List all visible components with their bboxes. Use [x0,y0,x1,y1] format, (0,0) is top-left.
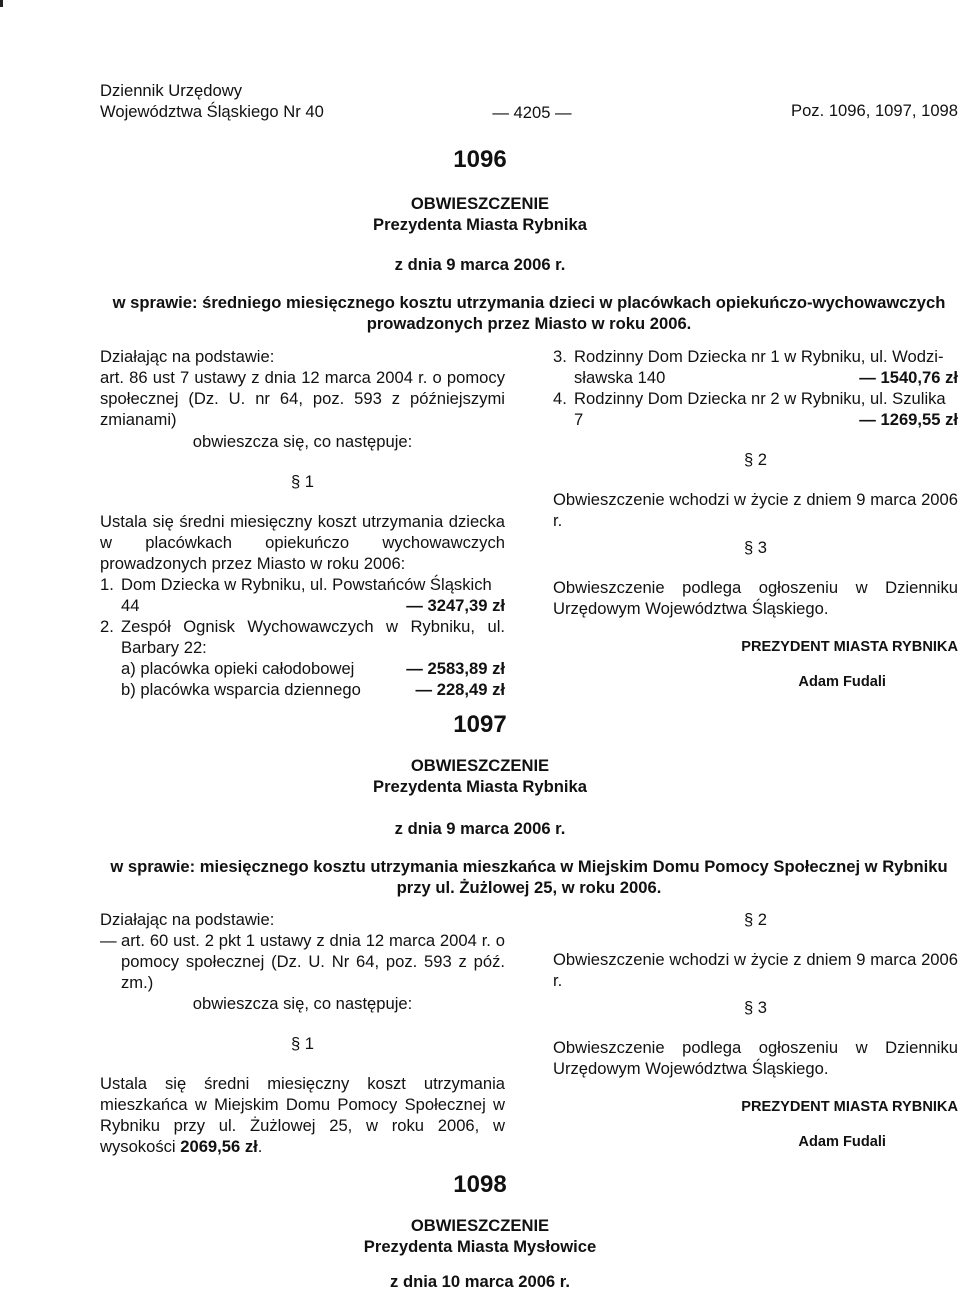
item-amount-row [553,409,958,430]
date-1096: z dnia 9 marca 2006 r. [394,255,566,274]
page-corner-mark [0,0,3,7]
date-1098: z dnia 10 marca 2006 r. [390,1272,570,1291]
paragraph-1-heading: § 1 [290,1034,315,1053]
left-column-1096 [100,346,505,700]
subject-line-1: w sprawie: średniego miesięcznego kosztu utrzymania dzieci w placówkach opiekuńczo-wychowawczych [112,293,946,312]
journal-name-line1: Dziennik Urzędowy [100,81,243,100]
section-number-1097: 1097 [453,711,507,738]
legal-basis-text: art. 60 ust. 2 pkt 1 ustawy z dnia 12 marca 2004 r. o pomocy społecznej (Dz. U. Nr 64, poz. 593 z póź. zm.) [121,931,505,992]
list-item [100,574,505,595]
item-amount-row [100,658,505,679]
item-amount: — 1269,55 zł [859,410,958,429]
item-text-cont: 7 [574,410,584,429]
announces-phrase: obwieszcza się, co następuje: [192,994,413,1013]
item-amount-row [100,679,505,700]
subject-line-1: w sprawie: miesięcznego kosztu utrzymania mieszkańca w Miejskim Domu Pomocy Społecznej w Rybniku [110,857,948,876]
paragraph-1-body: Ustala się średni miesięczny koszt utrzymania mieszkańca w Miejskim Domu Pomocy Społecznej w Rybniku przy ul. Żużlowej 25, w roku 2006, w wysokości [100,1074,505,1156]
subject-1097 [100,856,958,898]
item-text: Dom Dziecka w Rybniku, ul. Powstańców Śląskich [121,575,492,594]
announcement-type-1098: OBWIESZCZENIE [410,1216,550,1235]
date-1097: z dnia 9 marca 2006 r. [394,819,566,838]
paragraph-2-text: Obwieszczenie wchodzi w życie z dniem 9 marca 2006 r. [553,490,958,530]
right-column-1096 [553,346,958,693]
item-text: Zespół Ognisk Wychowawczych w Rybniku, ul. Barbary 22: [121,617,505,657]
announcement-type-1096: OBWIESZCZENIE [410,194,550,213]
subject-line-2: przy ul. Żużlowej 25, w roku 2006. [396,878,662,897]
announces-phrase: obwieszcza się, co następuje: [192,432,413,451]
item-amount: — 1540,76 zł [859,368,958,387]
item-text: Rodzinny Dom Dziecka nr 2 w Rybniku, ul. Szulika [574,389,946,408]
paragraph-3-heading: § 3 [743,998,768,1017]
left-column-1097 [100,909,505,1157]
section-number-1098: 1098 [453,1171,507,1198]
item-amount: — 2583,89 zł [406,659,505,678]
issuer-1097: Prezydenta Miasta Rybnika [373,777,587,796]
subject-line-2: prowadzonych przez Miasto w roku 2006. [366,314,692,333]
page-number: — 4205 — [492,103,572,122]
legal-basis-intro: Działając na podstawie: [100,347,275,366]
paragraph-1-end: . [257,1137,263,1156]
item-amount-row [100,595,505,616]
item-amount: — 3247,39 zł [406,596,505,615]
item-text: a) placówka opieki całodobowej [121,659,355,678]
item-number: 1. [100,575,114,594]
item-amount-row [553,367,958,388]
item-text-cont: sławska 140 [574,368,666,387]
item-number: 3. [553,347,567,366]
list-item [553,346,958,367]
journal-header [100,80,324,122]
announcement-type-1097: OBWIESZCZENIE [410,756,550,775]
item-number: 4. [553,389,567,408]
list-item [100,616,505,658]
signer-name: Adam Fudali [798,674,886,690]
item-number: 2. [100,617,114,636]
legal-basis-intro: Działając na podstawie: [100,910,275,929]
right-column-1097 [553,909,958,1153]
section-number-1096: 1096 [453,146,507,173]
issuer-1096: Prezydenta Miasta Rybnika [373,215,587,234]
position-numbers: Poz. 1096, 1097, 1098 [791,101,958,120]
item-text: b) placówka wsparcia dziennego [121,680,361,699]
paragraph-3-text: Obwieszczenie podlega ogłoszeniu w Dzienniku Urzędowym Województwa Śląskiego. [553,1038,958,1078]
dash-bullet: — [100,931,117,950]
list-item [553,388,958,409]
signer-name: Adam Fudali [798,1134,886,1150]
subject-1096 [100,292,958,334]
legal-basis-text: art. 86 ust 7 ustawy z dnia 12 marca 2004 r. o pomocy społecznej (Dz. U. nr 64, poz. 593 z późniejszymi zmianami) [100,368,505,429]
item-text: Rodzinny Dom Dziecka nr 1 w Rybniku, ul. Wodzi- [574,347,944,366]
paragraph-3-heading: § 3 [743,538,768,557]
paragraph-2-heading: § 2 [743,910,768,929]
paragraph-3-text: Obwieszczenie podlega ogłoszeniu w Dzienniku Urzędowym Województwa Śląskiego. [553,578,958,618]
signer-title: PREZYDENT MIASTA RYBNIKA [741,639,958,655]
paragraph-2-heading: § 2 [743,450,768,469]
legal-basis-item [100,930,505,993]
item-text-cont: 44 [121,596,140,615]
item-amount: — 228,49 zł [415,680,505,699]
signer-title: PREZYDENT MIASTA RYBNIKA [741,1099,958,1115]
paragraph-2-text: Obwieszczenie wchodzi w życie z dniem 9 marca 2006 r. [553,950,958,990]
journal-name-line2: Województwa Śląskiego Nr 40 [100,102,324,121]
paragraph-1-heading: § 1 [290,472,315,491]
paragraph-1-text [100,1073,505,1157]
paragraph-1-amount: 2069,56 zł [180,1137,258,1156]
paragraph-1-text: Ustala się średni miesięczny koszt utrzymania dziecka w placówkach opiekuńczo wychowawczych prowadzonych przez Miasto w roku 2006: [100,512,505,573]
issuer-1098: Prezydenta Miasta Mysłowice [363,1237,597,1256]
